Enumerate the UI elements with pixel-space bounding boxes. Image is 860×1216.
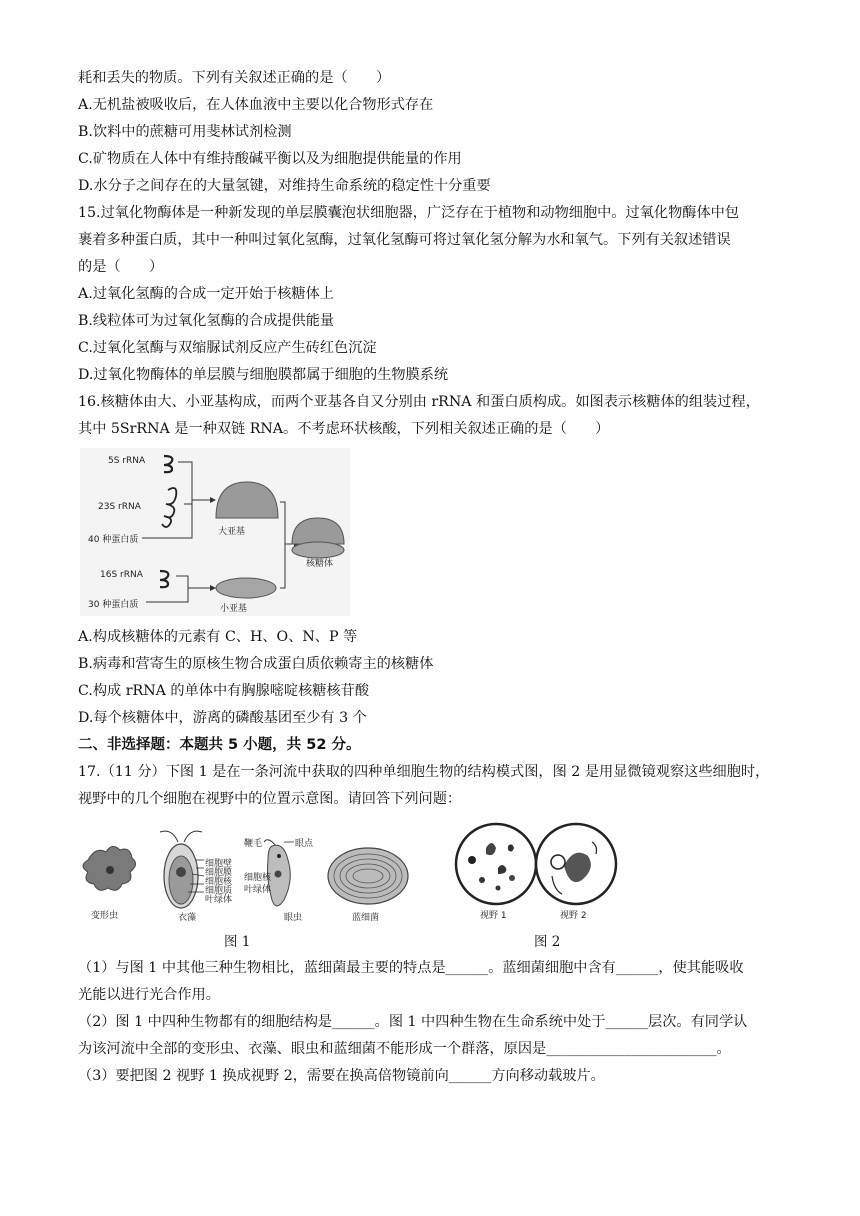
q15-option-b: B.线粒体可为过氧化氢酶的合成提供能量 xyxy=(78,313,335,329)
q16-option-c: C.构成 rRNA 的单体中有胸腺嘧啶核糖核苷酸 xyxy=(78,683,370,699)
q14-option-c: C.矿物质在人体中有维持酸碱平衡以及为细胞提供能量的作用 xyxy=(78,151,462,167)
q17-part1-line2: 光能以进行光合作用。 xyxy=(78,987,220,1003)
q15-stem-line3: 的是（ ） xyxy=(78,259,164,275)
q17-part1-line1: （1）与图 1 中其他三种生物相比，蓝细菌最主要的特点是______。蓝细菌细胞中含有______，使其能吸收 xyxy=(78,960,744,976)
q15-stem-line1: 15.过氧化物酶体是一种新发现的单层膜囊泡状细胞器，广泛存在于植物和动物细胞中。过氧化物酶体中包 xyxy=(78,205,740,221)
figure-2 xyxy=(452,818,620,922)
q14-option-b: B.饮料中的蔗糖可用斐林试剂检测 xyxy=(78,124,292,140)
q16-option-b: B.病毒和营寄生的原核生物合成蛋白质依赖寄主的核糖体 xyxy=(78,656,434,672)
rrna-16s-shape xyxy=(160,571,168,587)
figure-1 xyxy=(80,830,420,922)
figure-2-caption: 图 2 xyxy=(534,934,561,950)
label-30-proteins: 30 种蛋白质 xyxy=(88,600,139,610)
q17-stem-line1: 17.（11 分）下图 1 是在一条河流中获取的四种单细胞生物的结构模式图，图 2 是用显微镜观察这些细胞时， xyxy=(78,764,770,780)
q14-tail: 耗和丢失的物质。下列有关叙述正确的是（ ） xyxy=(78,70,391,86)
label-large-subunit: 大亚基 xyxy=(218,527,246,537)
q16-option-a: A.构成核糖体的元素有 C、H、O、N、P 等 xyxy=(78,629,358,645)
q17-stem-line2: 视野中的几个细胞在视野中的位置示意图。请回答下列问题： xyxy=(78,791,462,807)
label-chloroplast: 叶绿体 xyxy=(205,895,233,905)
label-small-subunit: 小亚基 xyxy=(220,604,248,614)
label-cell-membrane: 细胞膜 xyxy=(205,868,233,878)
q17-part2-line1: （2）图 1 中四种生物都有的细胞结构是______。图 1 中四种生物在生命系统中处于______层次。有同学认 xyxy=(78,1014,748,1030)
small-subunit-shape xyxy=(216,578,276,598)
q16-option-d: D.每个核糖体中，游离的磷酸基团至少有 3 个 xyxy=(78,710,367,726)
q16-stem-line2: 其中 5SrRNA 是一种双链 RNA。不考虑环状核酸，下列相关叙述正确的是（ ） xyxy=(78,421,610,437)
q15-option-d: D.过氧化物酶体的单层膜与细胞膜都属于细胞的生物膜系统 xyxy=(78,367,449,383)
figure-2-graphics xyxy=(452,818,620,922)
q16-stem-line1: 16.核糖体由大、小亚基构成，而两个亚基各自又分别由 rRNA 和蛋白质构成。如图表示核糖体的组装过程， xyxy=(78,394,760,410)
label-cyanobacteria: 蓝细菌 xyxy=(352,913,380,923)
label-amoeba: 变形虫 xyxy=(91,911,119,921)
label-cytoplasm: 细胞质 xyxy=(205,886,233,896)
ribosome-top-shape xyxy=(292,518,344,544)
q15-stem-line2: 裹着多种蛋白质，其中一种叫过氧化氢酶，过氧化氢酶可将过氧化氢分解为水和氧气。下列有关叙述错误 xyxy=(78,232,731,248)
q17-part2-line2: 为该河流中全部的变形虫、衣藻、眼虫和蓝细菌不能形成一个群落，原因是________________________。 xyxy=(78,1041,731,1057)
q17-part3: （3）要把图 2 视野 1 换成视野 2，需要在换高倍物镜前向______方向移动载玻片。 xyxy=(78,1068,605,1084)
label-cell-nucleus: 细胞核 xyxy=(205,877,233,887)
label-view-1: 视野 1 xyxy=(480,911,507,921)
large-subunit-shape xyxy=(216,482,278,518)
view-1-circle xyxy=(456,824,536,904)
label-5s-rrna: 5S rRNA xyxy=(108,456,146,466)
label-chlamydomonas: 衣藻 xyxy=(178,913,197,923)
label-cell-wall: 细胞壁 xyxy=(205,859,233,869)
ribosome-diagram-graphics xyxy=(80,448,350,616)
label-ribosome: 核糖体 xyxy=(306,559,334,569)
figure-1-caption: 图 1 xyxy=(224,934,251,950)
label-euglena: 眼虫 xyxy=(284,913,303,923)
q14-option-d: D.水分子之间存在的大量氢键，对维持生命系统的稳定性十分重要 xyxy=(78,178,491,194)
q15-option-a: A.过氧化氢酶的合成一定开始于核糖体上 xyxy=(78,286,334,302)
label-euglena-chloroplast: 叶绿体 xyxy=(244,885,272,895)
label-flagellum: 鞭毛 xyxy=(244,839,263,849)
label-view-2: 视野 2 xyxy=(560,911,587,921)
section2-title: 二、非选择题：本题共 5 小题，共 52 分。 xyxy=(78,737,361,753)
rrna-5s-shape xyxy=(164,456,172,472)
q14-option-a: A.无机盐被吸收后，在人体血液中主要以化合物形式存在 xyxy=(78,97,434,113)
ribosome-bottom-shape xyxy=(292,542,344,558)
label-23s-rrna: 23S rRNA xyxy=(98,502,141,512)
q15-option-c: C.过氧化氢酶与双缩脲试剂反应产生砖红色沉淀 xyxy=(78,340,377,356)
label-eyespot: 眼点 xyxy=(295,839,314,849)
label-16s-rrna: 16S rRNA xyxy=(100,570,143,580)
label-euglena-nucleus: 细胞核 xyxy=(244,873,272,883)
ribosome-assembly-figure xyxy=(80,448,350,616)
label-40-proteins: 40 种蛋白质 xyxy=(88,535,139,545)
rrna-23s-shape xyxy=(162,488,176,527)
